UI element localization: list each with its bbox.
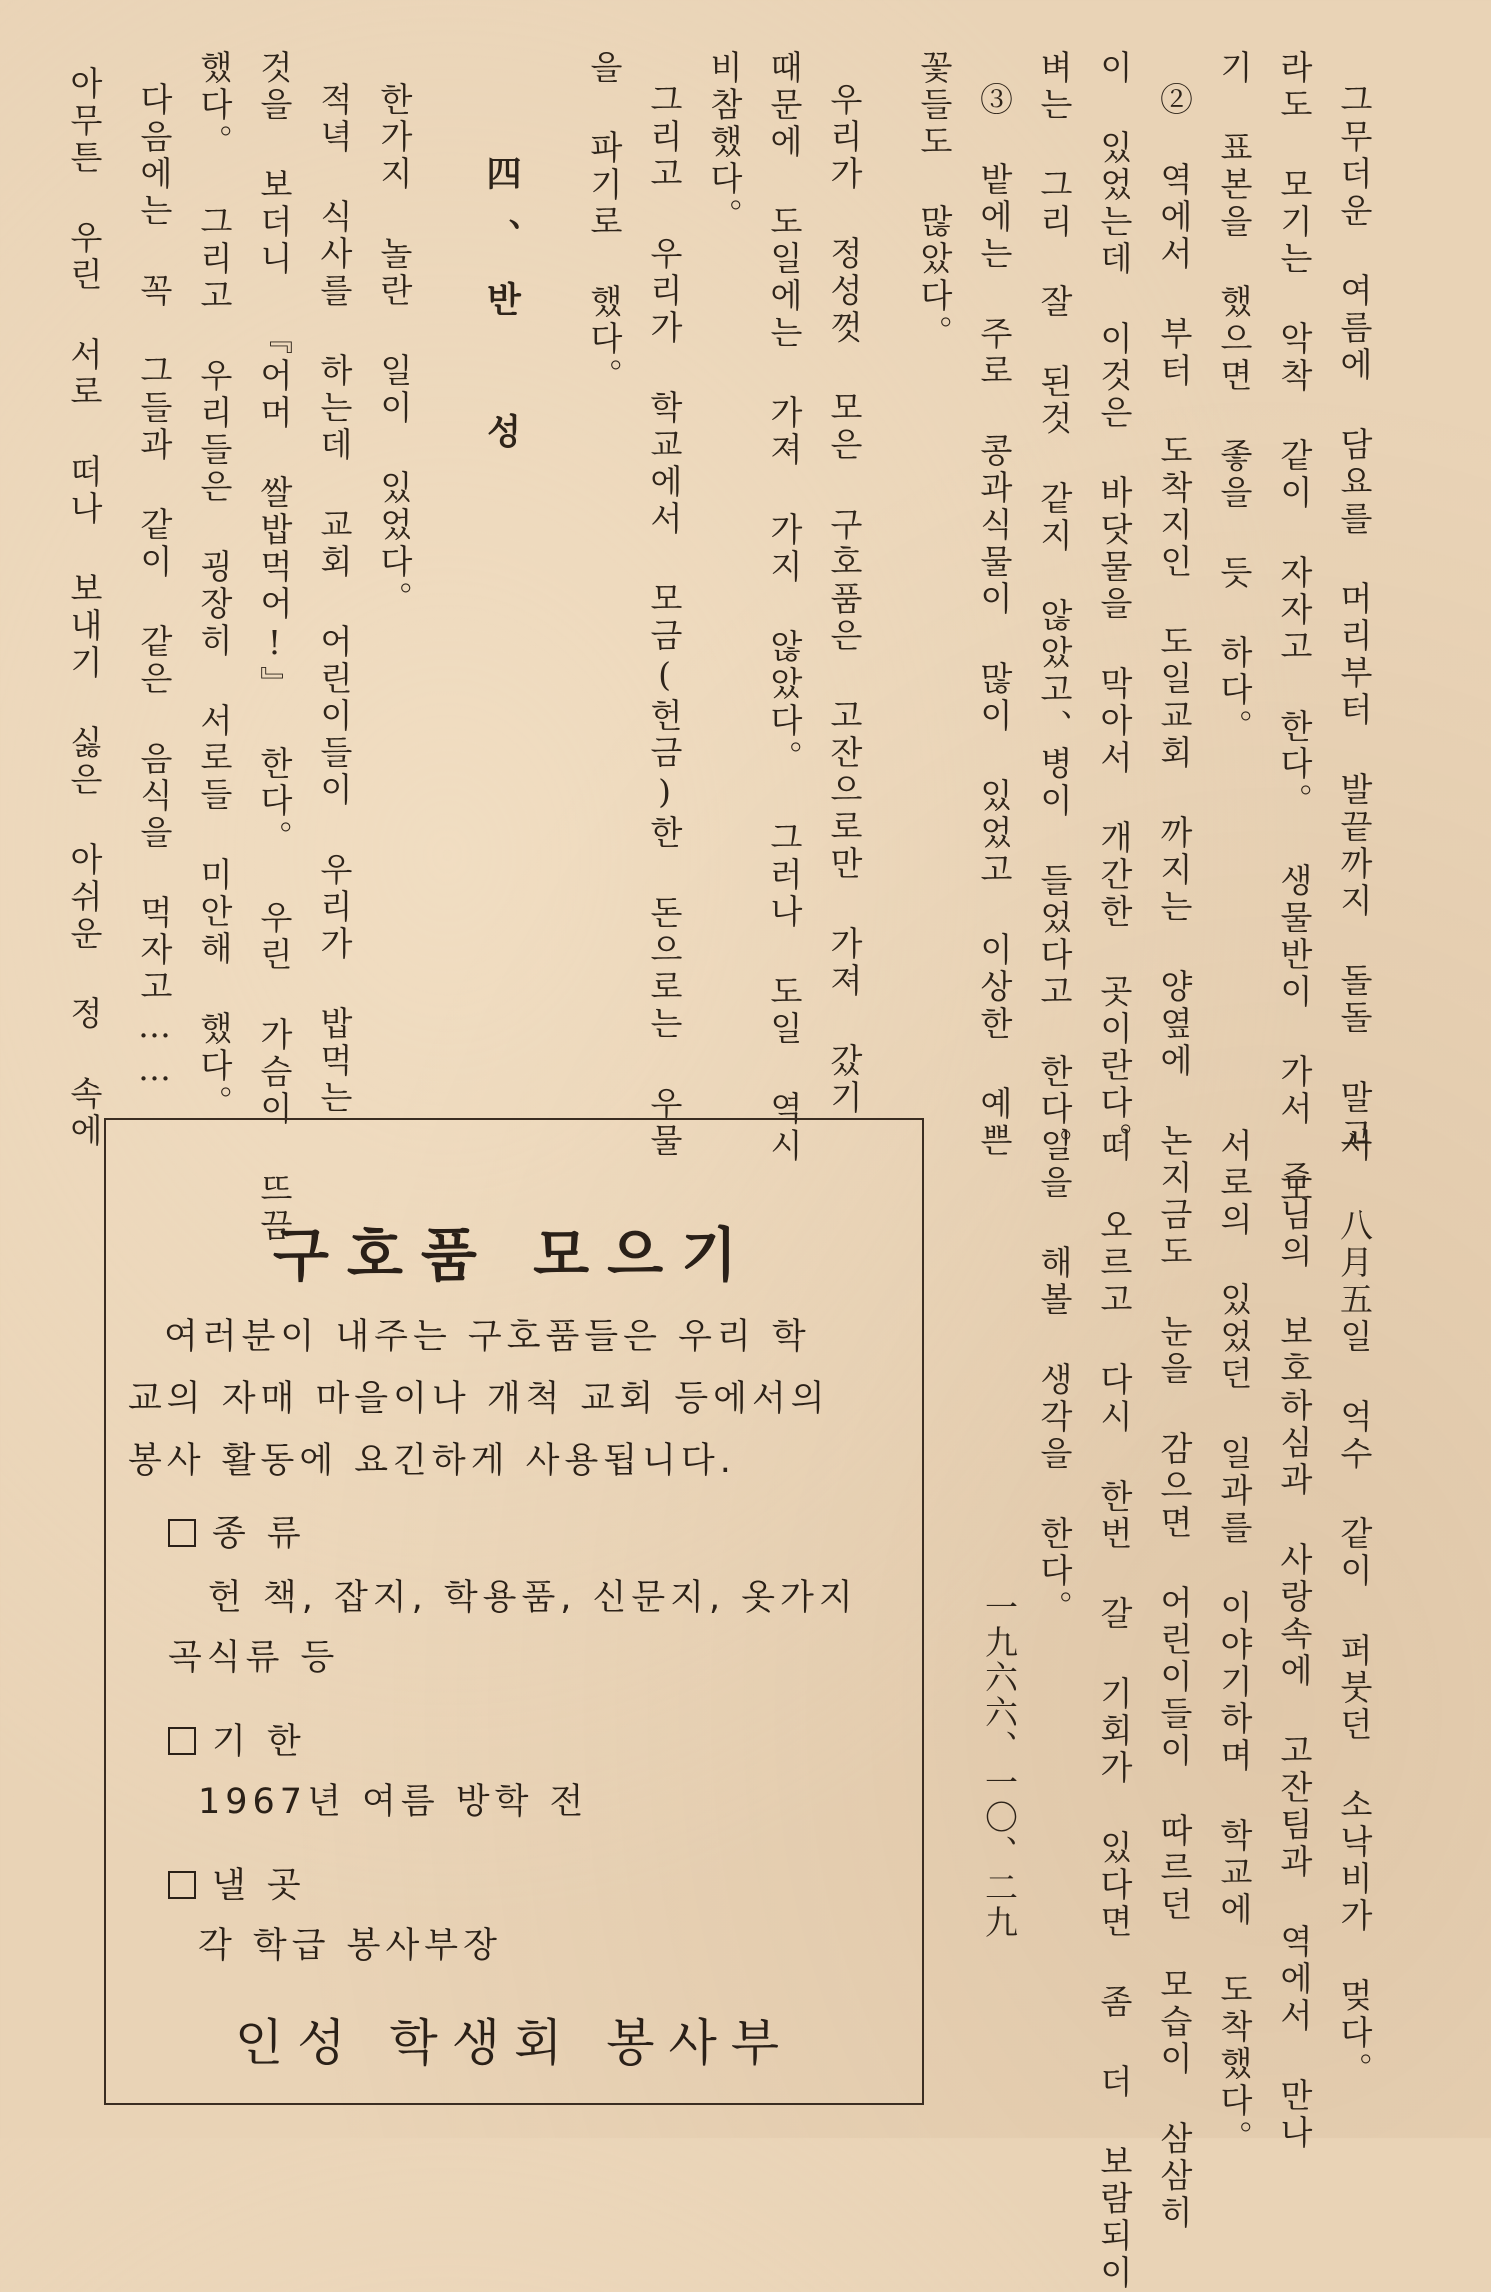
text-column: 한가지 놀란 일이 있었다。 (375, 82, 414, 618)
deadline-heading (168, 1714, 306, 1764)
section-heading: 四、반 성 (481, 155, 522, 476)
text-column: 떠 오르고 다시 한번 갈 기회가 있다면 좀 더 보람되이 (1095, 1128, 1134, 2292)
text-column: 라도 모기는 악착 같이 자자고 한다。 생물반이 가서 모 (1275, 50, 1314, 1208)
checkbox-icon (168, 1519, 196, 1547)
text-column: 지금도 눈을 감으면 어린이들이 따르던 모습이 삼삼히 (1155, 1160, 1194, 2232)
text-column: 일을 해볼 생각을 한다。 (1035, 1128, 1074, 1627)
text-column: 서 八月五일 억수 같이 퍼붓던 소낙비가 멎다。 (1335, 1128, 1374, 2089)
text-column: 이 있었는데 이것은 바닷물을 막아서 개간한 곳이란다。 (1095, 50, 1134, 1159)
text-column: 우리가 정성껏 모은 구호품은 고잔으로만 가져 갔기 (825, 82, 864, 1117)
notice-intro-line: 여러분이 내주는 구호품들은 우리 학 (164, 1317, 811, 1357)
notice-intro-line: 봉사 활동에 요긴하게 사용됩니다. (128, 1441, 736, 1481)
checkbox-icon (168, 1871, 196, 1899)
notice-footer: 인성 학생회 봉사부 (234, 2014, 794, 2072)
notice-intro (128, 1306, 898, 1492)
text-column: 기 표본을 했으면 좋을 듯 하다。 (1215, 50, 1254, 746)
kinds-heading (168, 1506, 306, 1556)
text-column: 을 파기로 했다。 (585, 50, 624, 395)
text-column: 적녁 식사를 하는데 교회 어린이들이 우리가 밥먹는 (315, 82, 354, 1117)
submit-value: 각 학급 봉사부장 (198, 1926, 502, 1966)
notice-box (104, 1118, 924, 2105)
date-line: 一九六六、一〇、二九 (980, 1590, 1019, 1940)
text-column: 했다。 그리고 우리들은 굉장히 서로들 미안해 했다。 (195, 50, 234, 1122)
text-column: 꽃들도 많았다。 (915, 50, 954, 352)
text-column: 그무더운 여름에 담요를 머리부터 발끝까지 돌돌 말고 (1335, 82, 1374, 1154)
text-column: 벼는 그리 잘 된것 같지 않았고、병이 들었다고 한다。 (1035, 50, 1074, 1165)
text-column: ② 역에서 부터 도착지인 도일교회 까지는 양옆에 논 (1155, 82, 1194, 1160)
text-column: 아무튼 우린 서로 떠나 보내기 싫은 아쉬운 정 속에 (65, 66, 104, 1150)
deadline-label: 기 한 (212, 1722, 306, 1762)
notice-intro-line: 교의 자매 마을이나 개척 교회 등에서의 (128, 1379, 830, 1419)
kinds-value: 곡식류 등 (168, 1638, 340, 1678)
text-column: 다음에는 꼭 그들과 같이 같은 음식을 먹자고…… (135, 82, 174, 1092)
kinds-label: 종 류 (212, 1514, 306, 1554)
text-column: 주님의 보호하심과 사랑속에 고잔팀과 역에서 만나 (1275, 1160, 1314, 2152)
notice-title: 구호품 모으기 (272, 1221, 756, 1289)
submit-label: 낼 곳 (212, 1866, 306, 1906)
text-column: ③ 밭에는 주로 콩과식물이 많이 있었고 이상한 예쁜 (975, 82, 1014, 1160)
checkbox-icon (168, 1727, 196, 1755)
text-column: 때문에 도일에는 가져 가지 않았다。 그러나 도일 역시 (765, 50, 804, 1165)
deadline-value: 1967년 여름 방학 전 (198, 1782, 589, 1822)
text-column: 서로의 있었던 일과를 이야기하며 학교에 도착했다。 (1215, 1128, 1254, 2157)
submit-heading (168, 1858, 306, 1908)
text-column: 비참했다。 (705, 50, 744, 235)
text-column: 것을 보더니 『어머 쌀밥먹어!』 한다。 우린 가슴이 뜨끔 (255, 50, 294, 1245)
text-column: 그리고 우리가 학교에서 모금(헌금)한 돈으로는 우물 (645, 82, 684, 1160)
kinds-value: 헌 책, 잡지, 학용품, 신문지, 옷가지 (208, 1578, 858, 1618)
